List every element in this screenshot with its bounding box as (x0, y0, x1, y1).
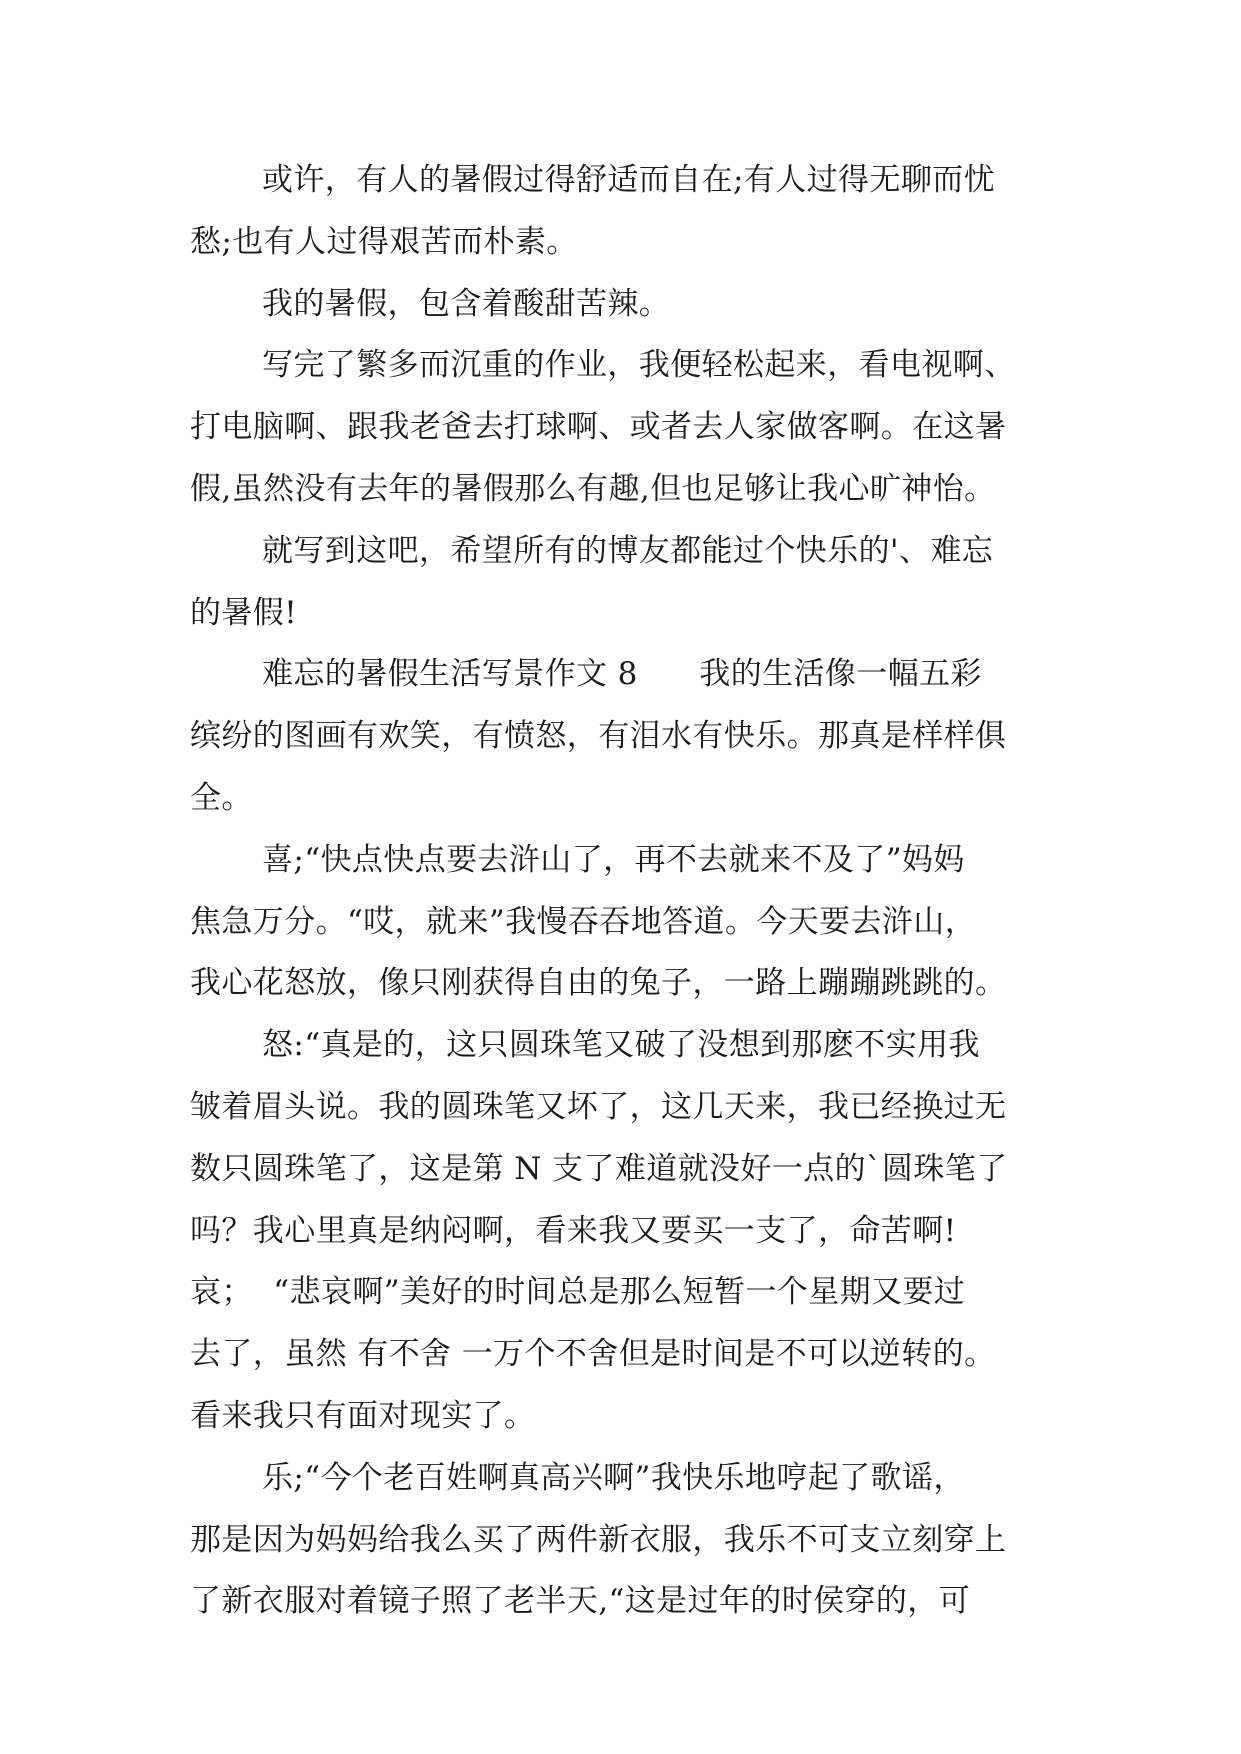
text-line: 那是因为妈妈给我么买了两件新衣服，我乐不可支立刻穿上 (190, 1521, 1007, 1558)
text-line: 焦急万分。“哎，就来”我慢吞吞地答道。今天要去浒山， (190, 903, 977, 940)
text-line: 数只圆珠笔了，这是第 N 支了难道就没好一点的`圆珠笔了 (190, 1150, 1008, 1187)
essay-text (190, 150, 1060, 1633)
text-line: 哀； “悲哀啊”美好的时间总是那么短暂一个星期又要过 (190, 1274, 966, 1311)
text-line: 吗？我心里真是纳闷啊，看来我又要买一支了，命苦啊! (190, 1212, 957, 1249)
text-line: 缤纷的图画有欢笑，有愤怒，有泪水有快乐。那真是样样俱 (190, 718, 1007, 755)
text-line: 全。 (190, 779, 253, 816)
text-line: 皱着眉头说。我的圆珠笔又坏了，这几天来，我已经换过无 (190, 1088, 1007, 1125)
text-line: 假,虽然没有去年的暑假那么有趣,但也足够让我心旷神怡。 (190, 470, 996, 507)
text-line: 怒:“真是的，这只圆珠笔又破了没想到那麽不实用我 (262, 1027, 980, 1064)
text-line: 看来我只有面对现实了。 (190, 1397, 536, 1434)
text-line: 打电脑啊、跟我老爸去打球啊、或者去人家做客啊。在这暑 (190, 409, 1007, 446)
text-line: 去了，虽然 有不舍 一万个不舍但是时间是不可以逆转的。 (190, 1336, 996, 1373)
text-line: 乐;“今个老百姓啊真高兴啊”我快乐地哼起了歌谣， (262, 1459, 965, 1496)
text-line: 的暑假! (190, 594, 298, 631)
text-line: 愁;也有人过得艰苦而朴素。 (190, 223, 578, 260)
text-line: 写完了繁多而沉重的作业，我便轻松起来，看电视啊、 (262, 347, 1016, 384)
text-line: 我心花怒放，像只刚获得自由的兔子，一路上蹦蹦跳跳的。 (190, 965, 1007, 1002)
text-line: 了新衣服对着镜子照了老半天,“这是过年的时侯穿的，可 (190, 1583, 971, 1620)
text-line: 或许，有人的暑假过得舒适而自在;有人过得无聊而忧 (262, 162, 996, 198)
text-line: 喜;“快点快点要去浒山了，再不去就来不及了”妈妈 (262, 841, 965, 878)
text-line: 就写到这吧，希望所有的博友都能过个快乐的'、难忘 (262, 532, 994, 569)
text-line: 难忘的暑假生活写景作文 8 我的生活像一幅五彩 (262, 656, 982, 693)
text-line: 我的暑假，包含着酸甜苦辣。 (262, 285, 671, 322)
